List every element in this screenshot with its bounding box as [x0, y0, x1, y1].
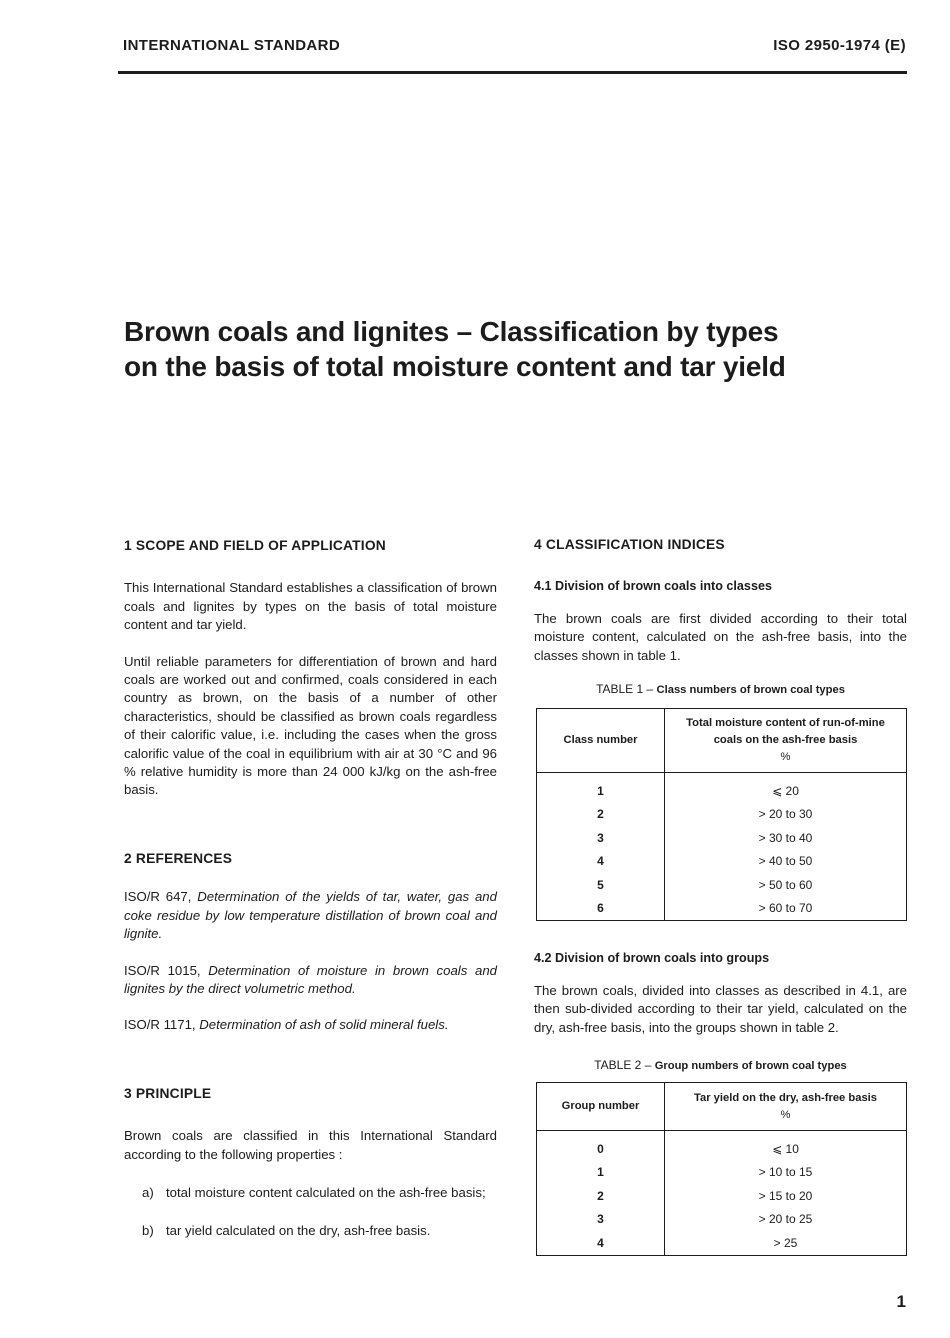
class-number-cell: 6 [537, 897, 665, 921]
header-line: Total moisture content of run-of-mine [686, 717, 885, 729]
moisture-cell: > 40 to 50 [758, 854, 813, 869]
section-1-paragraph-2: Until reliable parameters for differentiation of brown and hard coals are worked out and confirmed, coals considered in each country as brown, on the basis of a number of other characteristics, should be classified as brown coals regardless of their calorific value, i.e. including the cases when the gross calorific value of the coal in equilibrium with air at 30 °C and 96 % relative humidity is more than 24 000 kJ/kg on the ash-free basis. [124, 653, 497, 798]
table-header-row [537, 1083, 907, 1131]
page-number: 1 [896, 1292, 906, 1311]
section-4-2-text-block [534, 982, 907, 1037]
table-row [537, 1231, 907, 1255]
moisture-cell: > 20 to 30 [758, 807, 813, 822]
moisture-cell: ⩽ 20 [772, 783, 799, 798]
table-row [537, 850, 907, 874]
group-number-cell: 0 [537, 1137, 665, 1161]
principle-item-b [142, 1222, 497, 1240]
caption-title: Group numbers of brown coal types [654, 1060, 847, 1072]
section-3-paragraph: Brown coals are classified in this International Standard according to the following properties : [124, 1128, 497, 1162]
table-row [537, 826, 907, 850]
section-1-heading: 1 SCOPE AND FIELD OF APPLICATION [124, 538, 386, 553]
table-1 [536, 708, 907, 921]
section-2-heading: 2 REFERENCES [124, 850, 233, 866]
class-number-cell: 1 [537, 779, 665, 803]
table-row [537, 873, 907, 897]
section-4-1-heading: 4.1 Division of brown coals into classes [534, 579, 772, 593]
title-line-1: Brown coals and lignites – Classification by types [124, 316, 779, 347]
tar-yield-cell: > 25 [773, 1235, 798, 1250]
table-row [537, 1184, 907, 1208]
group-number-cell: 4 [537, 1231, 665, 1255]
section-3-heading: 3 PRINCIPLE [124, 1085, 212, 1101]
moisture-cell: > 60 to 70 [758, 901, 813, 916]
table-2 [536, 1082, 907, 1256]
caption-prefix: TABLE 1 – [596, 682, 654, 696]
header-line: coals on the ash-free basis [713, 734, 858, 746]
item-text: total moisture content calculated on the ash-free basis; [166, 1184, 486, 1200]
header-group-number: Group number [537, 1083, 665, 1131]
table-row [537, 897, 907, 921]
reference-iso-r-1015 [124, 962, 497, 999]
header-line: % [780, 1108, 791, 1121]
header-class-number: Class number [537, 709, 665, 773]
table-row [537, 803, 907, 827]
header-tar-yield [665, 1083, 907, 1131]
table-row [537, 779, 907, 803]
title-line-2: on the basis of total moisture content and tar yield [124, 351, 786, 382]
section-4-1-text-block [534, 610, 907, 665]
header-line: Tar yield on the dry, ash-free basis [694, 1091, 877, 1104]
tar-yield-cell: > 15 to 20 [758, 1188, 813, 1203]
item-label: a) [142, 1184, 154, 1200]
group-number-cell: 2 [537, 1184, 665, 1208]
section-4-1-paragraph: The brown coals are first divided according to their total moisture content, calculated on the ash-free basis, into the classes shown in table 1. [534, 611, 907, 663]
table-2-caption [534, 1058, 907, 1072]
section-4-2-heading: 4.2 Division of brown coals into groups [534, 951, 770, 965]
reference-title: Determination of moisture in brown coals and lignites by the direct volumetric method. [124, 962, 497, 996]
header-moisture-content [665, 709, 907, 773]
group-number-cell: 3 [537, 1208, 665, 1232]
reference-code: ISO/R 1171, [124, 1017, 196, 1033]
moisture-cell: > 30 to 40 [758, 830, 813, 845]
section-1-paragraph-1: This International Standard establishes a classification of brown coals and lignites by types on the basis of total moisture content and tar yield. [124, 580, 497, 633]
reference-title: Determination of ash of solid mineral fuels. [199, 1017, 449, 1033]
section-4-heading: 4 CLASSIFICATION INDICES [534, 537, 725, 552]
reference-iso-r-1171 [124, 1016, 497, 1034]
table-1-caption [534, 682, 907, 696]
document-title [124, 314, 786, 384]
caption-title: Class numbers of brown coal types [656, 684, 845, 696]
class-number-cell: 2 [537, 803, 665, 827]
section-4-2-paragraph: The brown coals, divided into classes as described in 4.1, are then sub-divided according to their tar yield, calculated on the dry, ash-free basis, into the groups shown in table 2. [534, 983, 907, 1035]
reference-title: Determination of the yields of tar, water, gas and coke residue by low temperature distillation of brown coal and lignite. [124, 889, 497, 942]
table-header-row [537, 709, 907, 773]
table-row [537, 1137, 907, 1161]
moisture-cell: > 50 to 60 [758, 877, 813, 892]
group-number-cell: 1 [537, 1161, 665, 1185]
class-number-cell: 4 [537, 850, 665, 874]
header-standard-label: INTERNATIONAL STANDARD [123, 37, 341, 54]
left-column [124, 537, 497, 1241]
tar-yield-cell: > 10 to 15 [758, 1165, 813, 1180]
header-rule [118, 71, 907, 74]
caption-prefix: TABLE 2 – [594, 1058, 652, 1072]
item-label: b) [142, 1223, 154, 1239]
reference-code: ISO/R 647, [124, 889, 192, 905]
table-row [537, 1161, 907, 1185]
reference-iso-r-647 [124, 888, 497, 943]
tar-yield-cell: > 20 to 25 [758, 1212, 813, 1227]
table-row [537, 1208, 907, 1232]
reference-code: ISO/R 1015, [124, 962, 201, 978]
header-line: % [780, 751, 791, 763]
class-number-cell: 3 [537, 826, 665, 850]
header-document-code: ISO 2950-1974 (E) [773, 37, 906, 54]
principle-item-a [142, 1184, 497, 1202]
item-text: tar yield calculated on the dry, ash-free basis. [166, 1223, 431, 1239]
tar-yield-cell: ⩽ 10 [772, 1141, 799, 1156]
class-number-cell: 5 [537, 873, 665, 897]
